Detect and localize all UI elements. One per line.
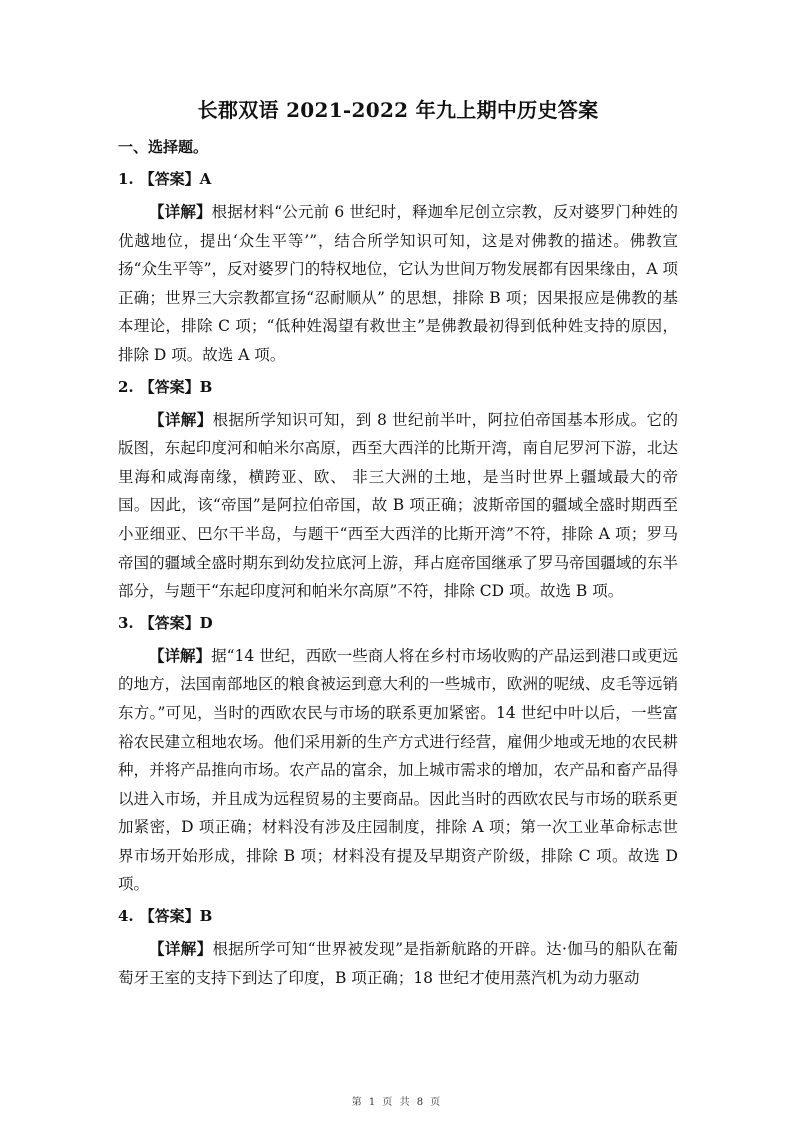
detail-label: 【详解】 — [149, 939, 213, 959]
question-4 — [118, 905, 678, 992]
page-footer: 第 1 页 共 8 页 — [351, 1097, 443, 1108]
page-content — [118, 96, 678, 998]
answer-line — [118, 905, 678, 927]
question-3 — [118, 612, 678, 899]
answer-line — [118, 376, 678, 398]
detail-paragraph — [118, 642, 678, 899]
answer-line — [118, 612, 678, 634]
detail-label: 【详解】 — [149, 409, 213, 429]
detail-label: 【详解】 — [149, 202, 212, 221]
question-number: 2. — [118, 377, 134, 396]
question-2 — [118, 376, 678, 606]
detail-paragraph — [118, 406, 678, 606]
answer-label: 【答案】B — [139, 377, 213, 396]
section-heading: 一、选择题。 — [118, 138, 209, 156]
detail-label: 【详解】 — [149, 645, 212, 665]
detail-text: 根据所学可知“世界被发现”是指新航路的开辟。达·伽马的船队在葡萄牙王室的支持下到达了印度，B 项正确；18 世纪才使用蒸汽机为动力驱动 — [118, 940, 678, 987]
answer-label: 【答案】D — [139, 613, 213, 632]
answer-label: 【答案】A — [139, 170, 212, 188]
question-1 — [118, 168, 678, 370]
detail-paragraph — [118, 198, 678, 370]
page-title: 长郡双语 2021-2022 年九上期中历史答案 — [197, 98, 599, 122]
answer-line — [118, 168, 678, 190]
question-number: 3. — [118, 613, 134, 632]
question-number: 4. — [118, 907, 134, 926]
answer-label: 【答案】B — [139, 907, 213, 926]
question-number: 1. — [118, 170, 134, 188]
detail-paragraph — [118, 935, 678, 992]
detail-text: 根据所学知识可知，到 8 世纪前半叶，阿拉伯帝国基本形成。它的版图，东起印度河和帕米尔高原，西至大西洋的比斯开湾，南自尼罗河下游，北达里海和咸海南缘，横跨亚、欧、 非三大洲的土地，是当时世界上疆域最大的帝国。因此，该“帝国”是阿拉伯帝国，故 B 项正确；波斯帝国的疆域全盛时期西至小亚细亚、巴尔干半岛，与题干“西至大西洋的比斯开湾”不符，排除 A 项；罗马帝国的疆域全盛时期东到幼发拉底河上游，拜占庭帝国继承了罗马帝国疆域的东半部分，与题干“东起印度河和帕米尔高原”不符，排除 CD 项。故选 B 项。 — [118, 410, 678, 601]
detail-text: 据“14 世纪，西欧一些商人将在乡村市场收购的产品运到港口或更远的地方，法国南部地区的粮食被运到意大利的一些城市，欧洲的呢绒、皮毛等远销东方。”可见，当时的西欧农民与市场的联系更加紧密。14 世纪中叶以后，一些富裕农民建立租地农场。他们采用新的生产方式进行经营，雇佣少地或无地的农民耕种，并将产品推向市场。农产品的富余，加上城市需求的增加，农产品和畜产品得以进入市场，并且成为远程贸易的主要商品。因此当时的西欧农民与市场的联系更加紧密，D 项正确；材料没有涉及庄园制度，排除 A 项；第一次工业革命标志世界市场开始形成，排除 B 项；材料没有提及早期资产阶级，排除 C 项。故选 D 项。 — [118, 646, 678, 894]
detail-text: 根据材料“公元前 6 世纪时，释迦牟尼创立宗教，反对婆罗门种姓的优越地位，提出‘众生平等’”，结合所学知识可知，这是对佛教的描述。佛教宣扬“众生平等”，反对婆罗门的特权地位，它认为世间万物发展都有因果缘由，A 项正确；世界三大宗教都宣扬“忍耐顺从” 的思想，排除 B 项；因果报应是佛教的基本理论，排除 C 项；“低种姓渴望有救世主”是佛教最初得到低种姓支持的原因，排除 D 项。故选 A 项。 — [118, 203, 678, 364]
